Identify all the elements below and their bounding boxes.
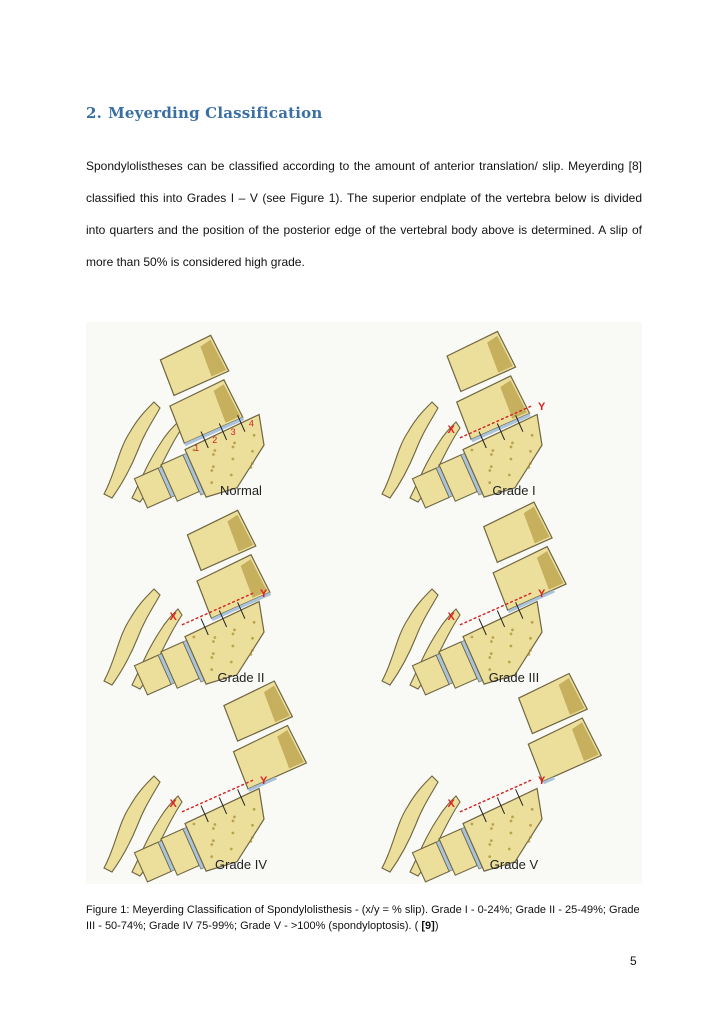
- marker-x: X: [169, 798, 177, 810]
- spine-panel: [104, 510, 271, 695]
- marker-y: Y: [538, 401, 546, 414]
- bone-texture: [212, 465, 215, 468]
- panel-label: Grade I: [492, 483, 536, 498]
- panel-label: Grade IV: [214, 857, 268, 872]
- bone-texture: [232, 458, 235, 461]
- bone-texture: [251, 462, 254, 465]
- bone-texture: [210, 656, 213, 659]
- bone-texture: [508, 474, 511, 477]
- bone-texture: [212, 453, 215, 456]
- marker-x: X: [169, 611, 177, 623]
- panel-label: Grade III: [488, 670, 540, 685]
- spine-panel: [382, 331, 546, 508]
- figure-illustration: [86, 322, 642, 884]
- bone-texture: [232, 832, 235, 835]
- body-paragraph: Spondylolistheses can be classified according to the amount of anterior translation/ slip. Meyerding [8] classified this into Grades I – V (see Figure 1). The superior endplate of the vertebra below is divided into quarters and the position of the posterior edge of the vertebral body above is determined. A slip of more than 50% is considered high grade.: [86, 159, 642, 269]
- bone-texture: [251, 637, 254, 640]
- bone-texture: [529, 836, 532, 839]
- bone-texture: [490, 640, 493, 643]
- bone-texture: [531, 808, 534, 811]
- panel-label: Normal: [220, 483, 262, 498]
- bone-texture: [210, 481, 213, 484]
- spine-panel: [104, 681, 306, 882]
- bone-texture: [511, 629, 514, 632]
- bone-texture: [253, 434, 256, 437]
- bone-texture: [230, 474, 233, 477]
- bone-texture: [471, 636, 474, 639]
- bone-texture: [488, 843, 491, 846]
- bone-texture: [210, 843, 213, 846]
- bone-texture: [490, 465, 493, 468]
- bone-texture: [529, 462, 532, 465]
- marker-x: X: [447, 424, 455, 436]
- bone-texture: [529, 649, 532, 652]
- bone-texture: [251, 836, 254, 839]
- bone-texture: [214, 636, 217, 639]
- quarter-label: 4: [248, 418, 254, 429]
- bone-texture: [214, 823, 217, 826]
- bone-texture: [488, 481, 491, 484]
- bone-texture: [233, 629, 236, 632]
- bone-texture: [253, 808, 256, 811]
- bone-texture: [508, 848, 511, 851]
- bone-texture: [210, 855, 213, 858]
- bone-texture: [528, 653, 531, 656]
- bone-texture: [212, 652, 215, 655]
- bone-texture: [510, 832, 513, 835]
- quarter-label: 2: [212, 434, 218, 445]
- bone-texture: [232, 820, 235, 823]
- bone-texture: [212, 827, 215, 830]
- bone-texture: [232, 645, 235, 648]
- caption-text: Figure 1: Meyerding Classification of Spondylolisthesis - (x/y = % slip). Grade I - 0-24%; Grade II - 25-49%; Grade III - 50-74%; Grade IV 75-99%; Grade V - >100% (spondyloptosis). (: [86, 904, 640, 932]
- bone-texture: [210, 469, 213, 472]
- bone-texture: [510, 820, 513, 823]
- bone-texture: [471, 449, 474, 452]
- bone-texture: [212, 839, 215, 842]
- bone-texture: [529, 450, 532, 453]
- bone-texture: [529, 637, 532, 640]
- marker-x: X: [447, 611, 455, 623]
- bone-texture: [531, 434, 534, 437]
- bone-texture: [490, 827, 493, 830]
- bone-texture: [492, 636, 495, 639]
- spine-panel: [382, 674, 601, 882]
- bone-texture: [510, 633, 513, 636]
- bone-texture: [250, 466, 253, 469]
- section-number: 2.: [86, 104, 103, 122]
- bone-texture: [510, 645, 513, 648]
- bone-texture: [528, 840, 531, 843]
- marker-y: Y: [260, 775, 268, 788]
- bone-texture: [233, 816, 236, 819]
- bone-texture: [210, 668, 213, 671]
- marker-y: Y: [538, 775, 546, 788]
- bone-texture: [488, 656, 491, 659]
- section-heading: [86, 104, 328, 122]
- bone-texture: [490, 453, 493, 456]
- bone-texture: [214, 449, 217, 452]
- marker-x: X: [447, 798, 455, 810]
- bone-texture: [230, 848, 233, 851]
- bone-texture: [490, 652, 493, 655]
- bone-texture: [232, 633, 235, 636]
- bone-texture: [251, 450, 254, 453]
- bone-texture: [511, 816, 514, 819]
- bone-texture: [251, 824, 254, 827]
- figure-caption: [86, 902, 642, 934]
- bone-texture: [250, 653, 253, 656]
- marker-y: Y: [538, 588, 546, 601]
- bone-texture: [212, 640, 215, 643]
- bone-texture: [492, 823, 495, 826]
- bone-texture: [251, 649, 254, 652]
- bone-texture: [193, 636, 196, 639]
- bone-texture: [471, 823, 474, 826]
- spine-panel: [104, 335, 264, 508]
- caption-reference: [9]: [421, 920, 435, 932]
- bone-texture: [233, 442, 236, 445]
- bone-texture: [511, 442, 514, 445]
- panel-label: Grade II: [217, 670, 265, 685]
- quarter-label: 1: [194, 443, 200, 454]
- bone-texture: [193, 823, 196, 826]
- bone-texture: [250, 840, 253, 843]
- bone-texture: [508, 661, 511, 664]
- section-title: Meyerding Classification: [108, 104, 323, 122]
- bone-texture: [510, 458, 513, 461]
- bone-texture: [490, 839, 493, 842]
- bone-texture: [492, 449, 495, 452]
- bone-texture: [529, 824, 532, 827]
- marker-y: Y: [260, 588, 268, 601]
- bone-texture: [253, 621, 256, 624]
- quarter-label: 3: [230, 426, 236, 437]
- bone-texture: [510, 446, 513, 449]
- bone-texture: [488, 469, 491, 472]
- bone-texture: [531, 621, 534, 624]
- bone-texture: [230, 661, 233, 664]
- bone-texture: [232, 446, 235, 449]
- spine-panel: [382, 502, 566, 695]
- meyerding-figure: [86, 322, 642, 884]
- page-number: 5: [630, 954, 637, 968]
- panel-label: Grade V: [489, 857, 539, 872]
- bone-texture: [528, 466, 531, 469]
- caption-suffix: ): [434, 920, 439, 932]
